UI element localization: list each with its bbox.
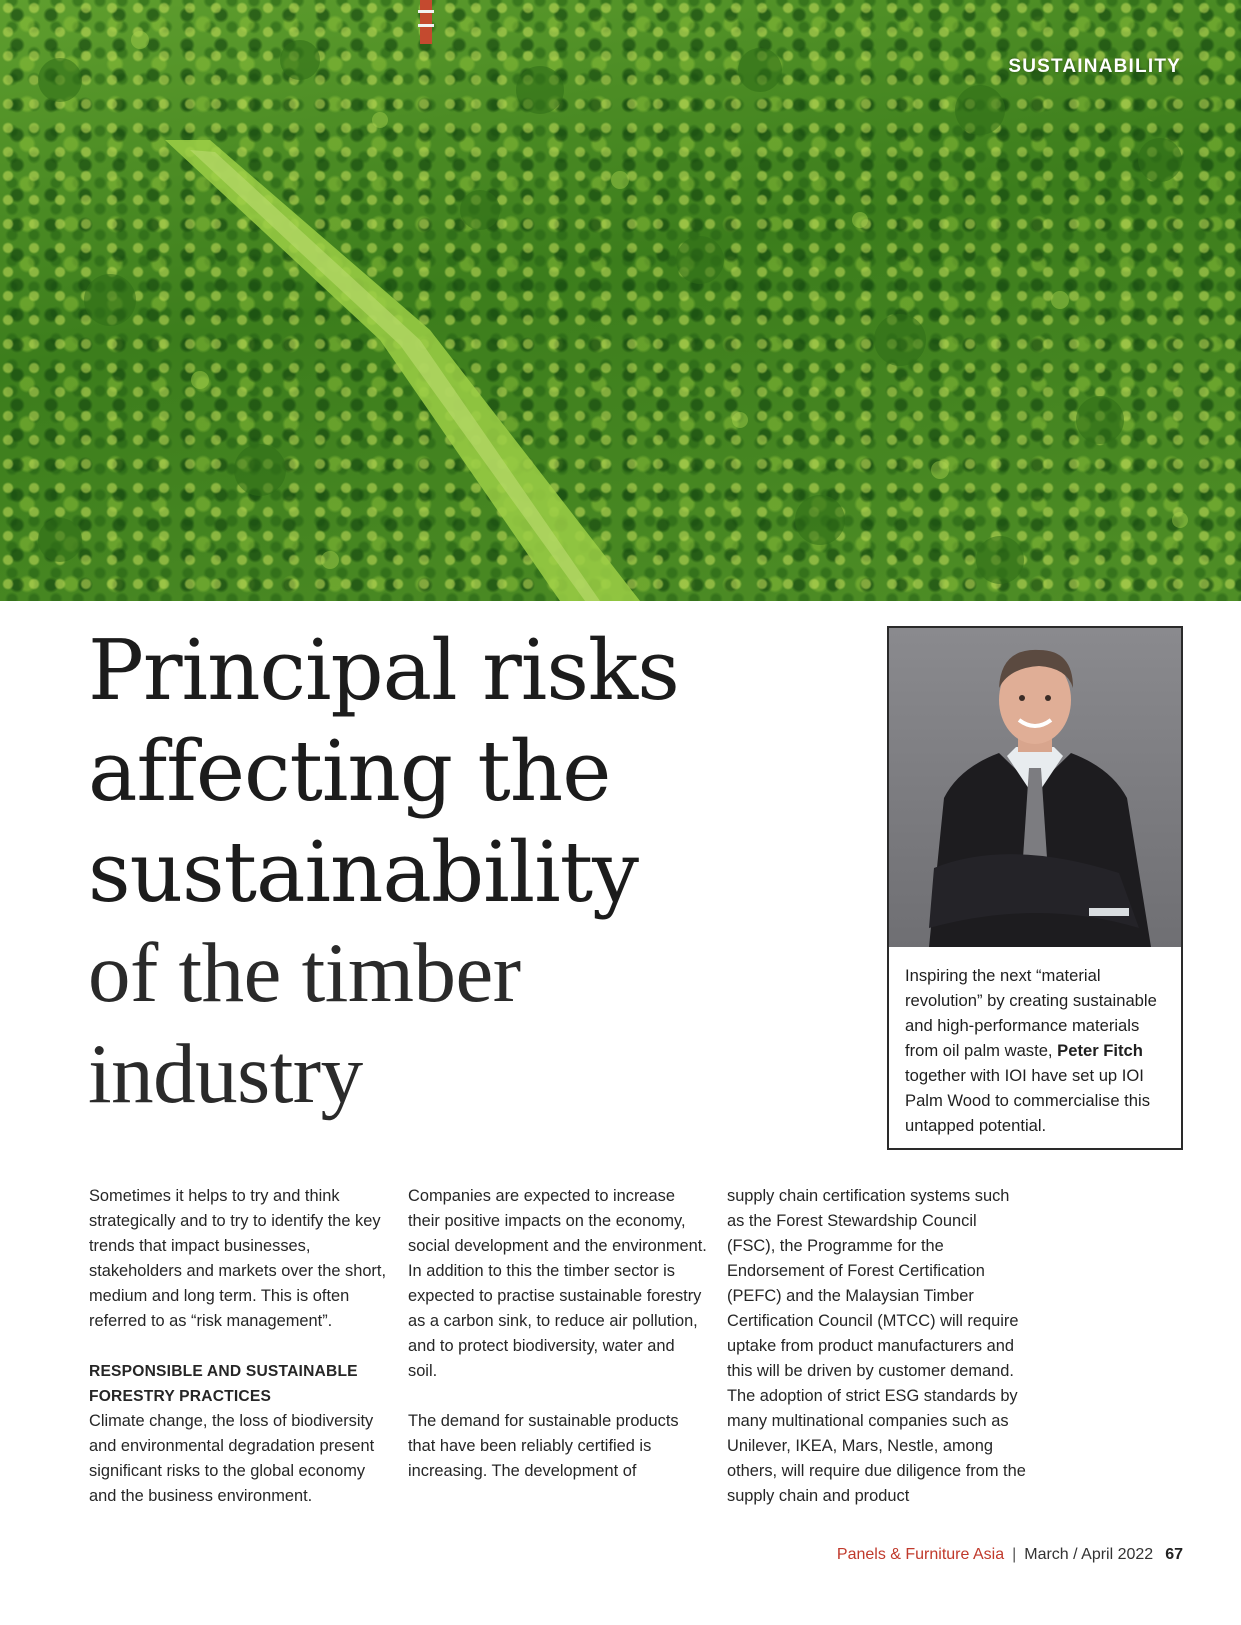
footer-separator: | xyxy=(1012,1546,1017,1563)
caption-text-after: together with IOI have set up IOI Palm Wood to commercialise this untapped potential. xyxy=(905,1066,1150,1135)
plantation-path-illustration xyxy=(0,0,1241,601)
body-column-3 xyxy=(727,1184,1027,1509)
person-illustration xyxy=(889,628,1181,947)
headline-line-1: Principal risks xyxy=(88,622,679,719)
caption-person-name: Peter Fitch xyxy=(1057,1041,1143,1060)
hero-photo-palm-plantation xyxy=(0,0,1241,601)
caption-text-before: Inspiring the next “material revolution” by creating sustainable and high-performance materials from oil palm waste, xyxy=(905,966,1157,1060)
col3-paragraph-1: supply chain certification systems such as the Forest Stewardship Council (FSC), the Programme for the Endorsement of Forest Certification (PEFC) and the Malaysian Timber Certification Council (MTCC) will require uptake from product manufacturers and this will be driven by customer demand. The adoption of strict ESG standards by many multinational companies such as Unilever, IKEA, Mars, Nestle, among others, will require due diligence from the supply chain and product xyxy=(727,1187,1026,1505)
portrait-box xyxy=(887,626,1183,1150)
footer-issue: March / April 2022 xyxy=(1024,1546,1154,1563)
col1-paragraph-2: Climate change, the loss of biodiversity and environmental degradation present significant risks to the global economy and the business environment. xyxy=(89,1412,375,1505)
body-column-2 xyxy=(408,1184,708,1484)
portrait-photo xyxy=(889,628,1181,947)
headline-line-4: of the timber xyxy=(88,926,521,1020)
col1-subheading: RESPONSIBLE AND SUSTAINABLE FORESTRY PRACTICES xyxy=(89,1363,358,1405)
col2-paragraph-2: The demand for sustainable products that have been reliably certified is increasing. The development of xyxy=(408,1412,679,1480)
footer-page-number: 67 xyxy=(1165,1546,1183,1563)
footer-publication: Panels & Furniture Asia xyxy=(836,1546,1005,1563)
col1-paragraph-1: Sometimes it helps to try and think strategically and to try to identify the key trends that impact businesses, stakeholders and markets over the short, medium and long term. This is often referred to as “risk management”. xyxy=(89,1187,387,1330)
col2-paragraph-1: Companies are expected to increase their positive impacts on the economy, social development and the environment. In addition to this the timber sector is expected to practise sustainable forestry as a carbon sink, to reduce air pollution, and to protect biodiversity, water and soil. xyxy=(408,1187,707,1380)
portrait-caption xyxy=(905,963,1167,1138)
section-tag: SUSTAINABILITY xyxy=(1008,56,1181,77)
article-headline xyxy=(88,620,848,1125)
page-footer xyxy=(837,1546,1183,1564)
headline-line-5: industry xyxy=(88,1027,363,1121)
headline-line-2: affecting the xyxy=(88,723,611,820)
headline-line-3: sustainability xyxy=(88,824,638,921)
body-column-1 xyxy=(89,1184,389,1509)
